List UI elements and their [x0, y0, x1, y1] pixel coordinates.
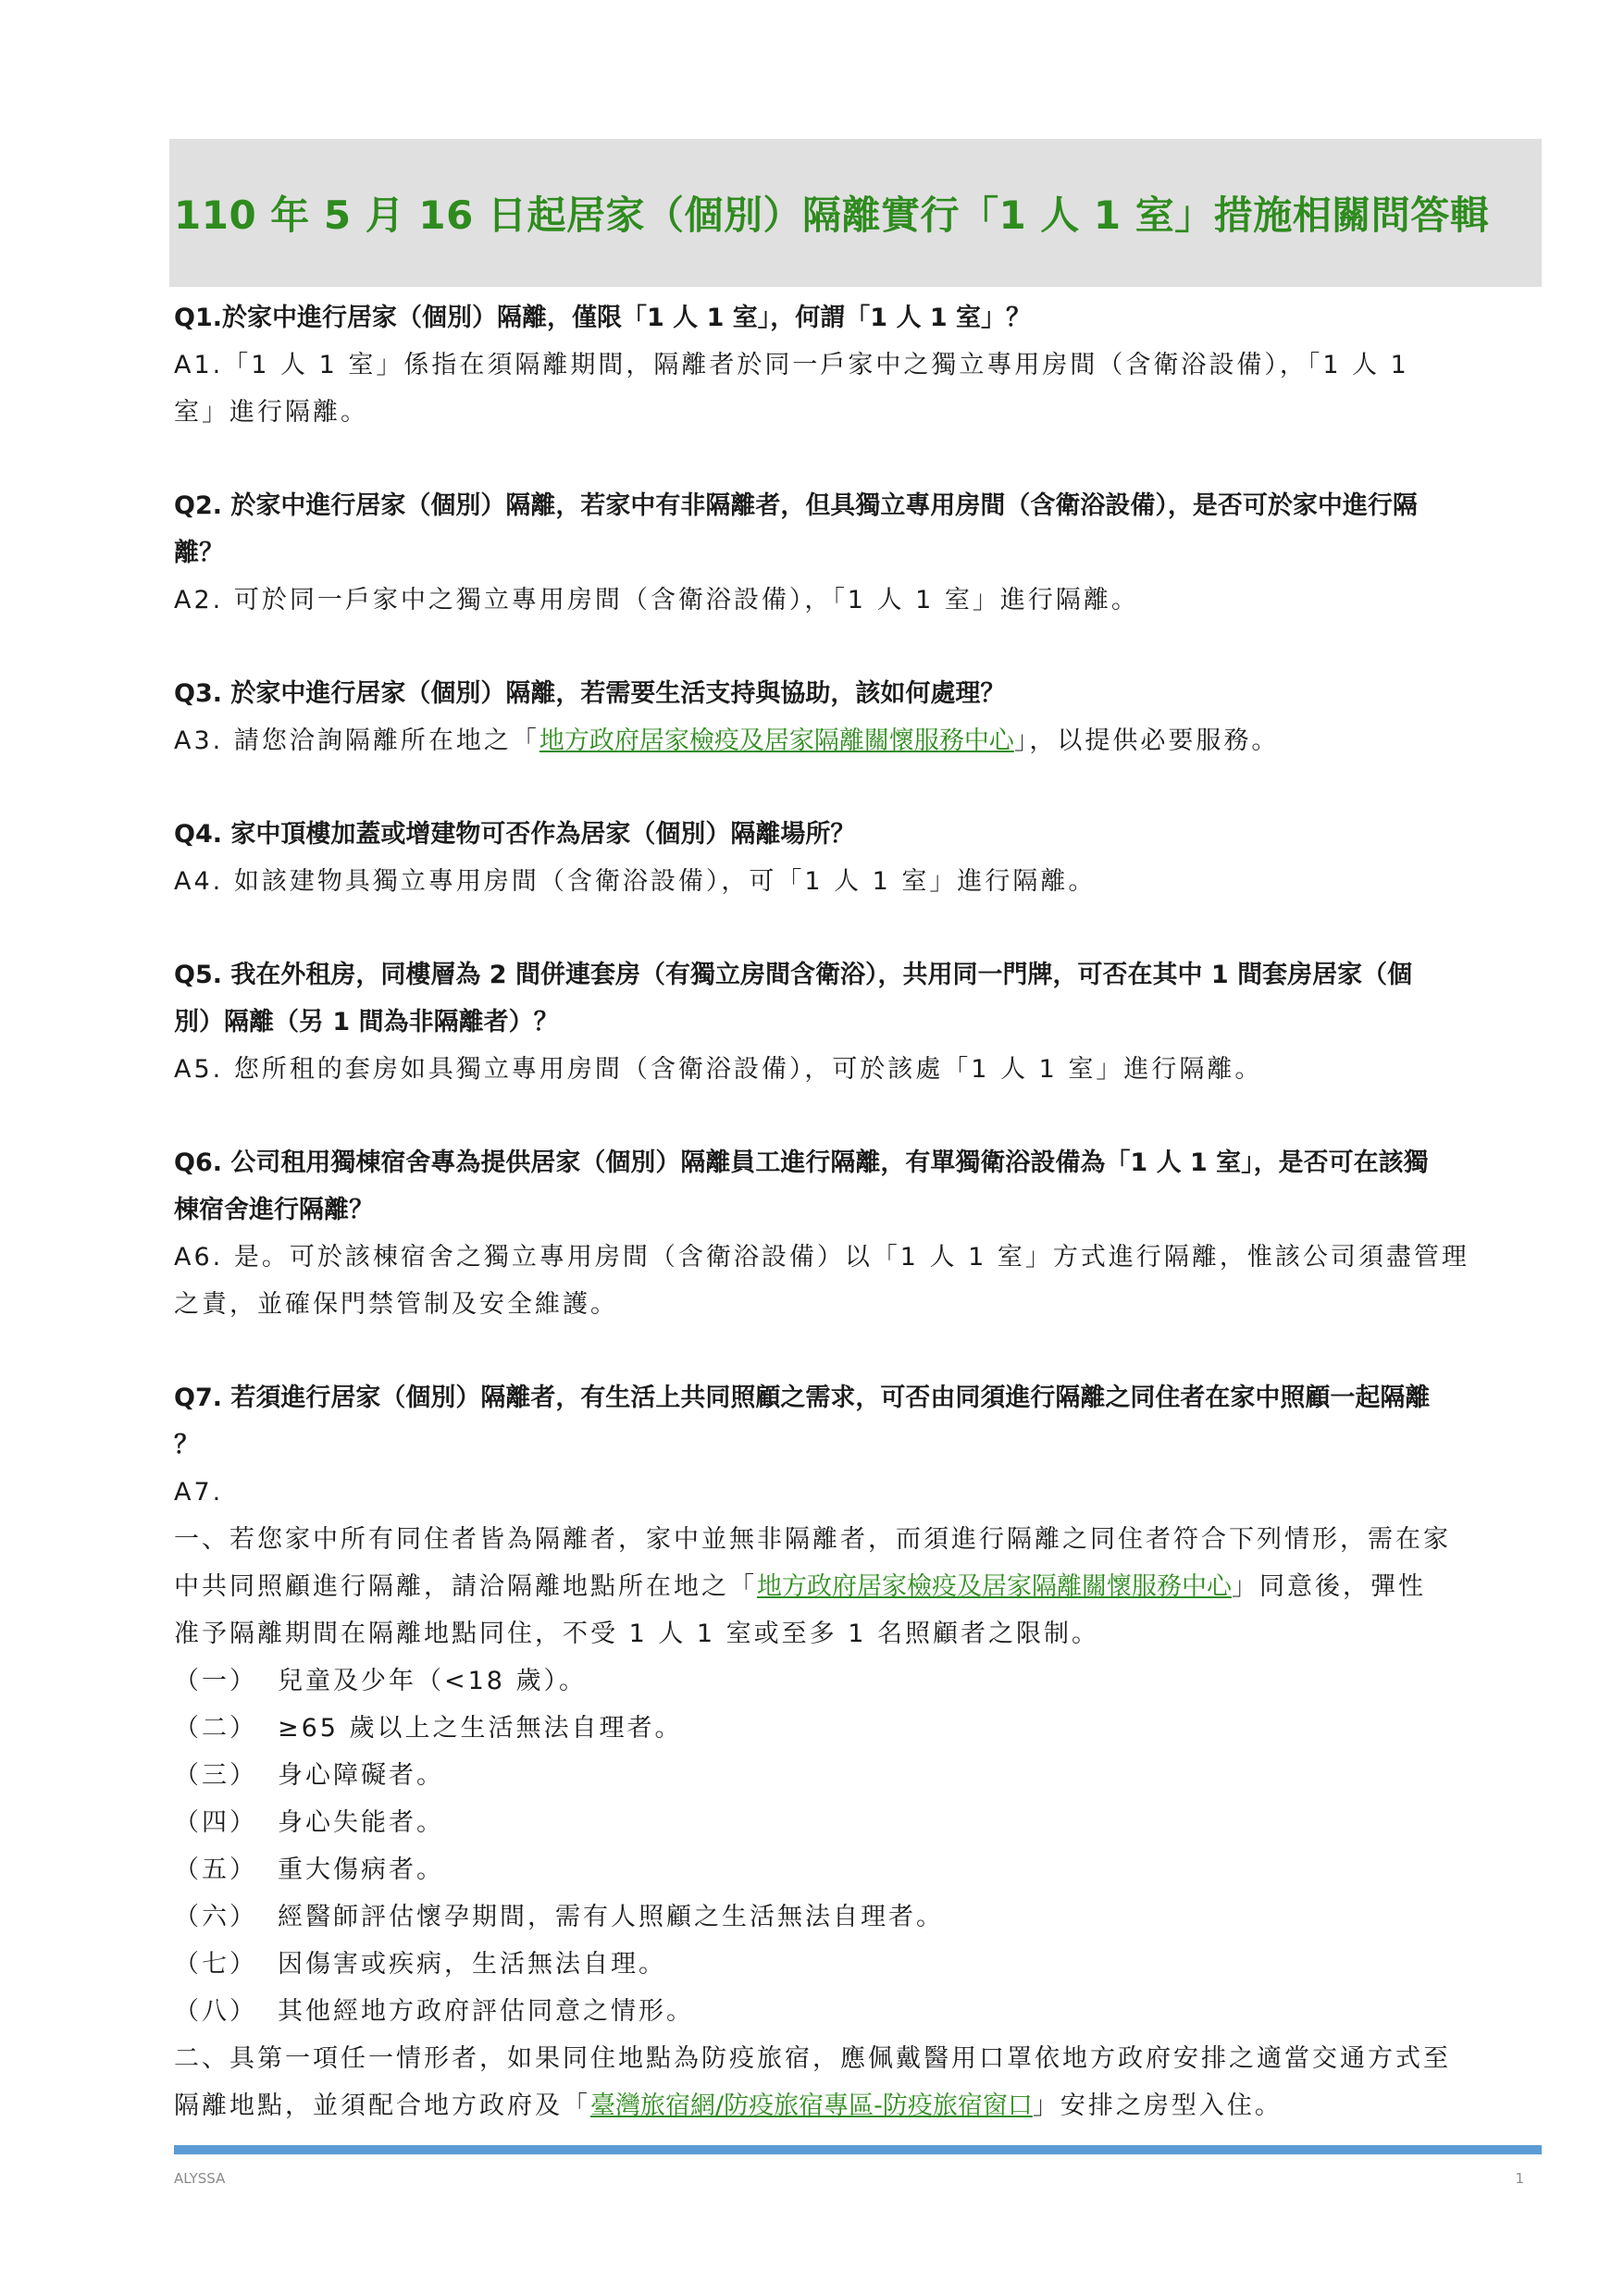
document-body — [174, 294, 1543, 2176]
list-number: （五） — [174, 1855, 257, 1884]
list-number: （三） — [174, 1761, 257, 1790]
list-text: 經醫師評估懷孕期間，需有人照顧之生活無法自理者。 — [278, 1903, 944, 1931]
list-text: 身心失能者。 — [278, 1808, 444, 1837]
list-number: （四） — [174, 1808, 257, 1837]
answer-4: A4. 如該建物具獨立專用房間（含衛浴設備），可「1 人 1 室」進行隔離。 — [174, 867, 1097, 896]
answer-7-p1-post: 」同意後，彈性 — [1232, 1572, 1426, 1601]
answer-7-p2-post: 」安排之房型入住。 — [1032, 2091, 1283, 2120]
list-item — [174, 1988, 1543, 2035]
answer-3-pre: A3. 請您洽詢隔離所在地之「 — [174, 726, 539, 755]
qa-item-7 — [174, 1374, 1543, 2129]
answer-1-line-1: A1.「1 人 1 室」係指在須隔離期間，隔離者於同一戶家中之獨立專用房間（含衛浴設備），「1 人 1 — [174, 351, 1409, 379]
qa-item-2 — [174, 482, 1543, 624]
answer-7-p1-line-3: 准予隔離期間在隔離地點同住，不受 1 人 1 室或至多 1 名照顧者之限制。 — [174, 1620, 1100, 1648]
question-6-line-1: Q6. 公司租用獨棟宿舍專為提供居家（個別）隔離員工進行隔離，有單獨衛浴設備為「1 人 1 室」，是否可在該獨 — [174, 1148, 1429, 1177]
list-number: （二） — [174, 1714, 257, 1743]
list-item — [174, 1657, 1543, 1705]
answer-2: A2. 可於同一戶家中之獨立專用房間（含衛浴設備），「1 人 1 室」進行隔離。 — [174, 586, 1139, 614]
qa-item-1 — [174, 294, 1543, 436]
list-item — [174, 1705, 1543, 1752]
answer-5: A5. 您所租的套房如具獨立專用房間（含衛浴設備），可於該處「1 人 1 室」進行隔離。 — [174, 1055, 1263, 1084]
list-item — [174, 1799, 1543, 1846]
list-item — [174, 1846, 1543, 1893]
list-text: 重大傷病者。 — [278, 1855, 444, 1884]
quarantine-hotel-link[interactable]: 臺灣旅宿網/防疫旅宿專區-防疫旅宿窗口 — [590, 2091, 1033, 2120]
page-number: 1 — [1515, 2170, 1524, 2187]
answer-7-p2-pre: 隔離地點，並須配合地方政府及「 — [174, 2091, 590, 2120]
answer-1-line-2: 室」進行隔離。 — [174, 398, 368, 427]
list-item — [174, 1752, 1543, 1799]
list-item — [174, 1941, 1543, 1988]
qa-item-3 — [174, 670, 1543, 764]
care-center-link-2[interactable]: 地方政府居家檢疫及居家隔離關懷服務中心 — [757, 1572, 1232, 1601]
answer-7-p2-line-1: 二、具第一項任一情形者，如果同住地點為防疫旅宿，應佩戴醫用口罩依地方政府安排之適當交通方式至 — [174, 2044, 1451, 2073]
list-text: 因傷害或疾病，生活無法自理。 — [278, 1950, 666, 1979]
answer-6-line-2: 之責，並確保門禁管制及安全維護。 — [174, 1290, 618, 1319]
answer-7-p1-line-1: 一、若您家中所有同住者皆為隔離者，家中並無非隔離者，而須進行隔離之同住者符合下列情形，需在家 — [174, 1525, 1451, 1554]
question-2-line-1: Q2. 於家中進行居家（個別）隔離，若家中有非隔離者，但具獨立專用房間（含衛浴設備），是否可於家中進行隔 — [174, 491, 1418, 520]
qa-item-4 — [174, 811, 1543, 905]
question-3: Q3. 於家中進行居家（個別）隔離，若需要生活支持與協助，該如何處理？ — [174, 679, 1006, 708]
question-7-line-2: ？ — [174, 1431, 199, 1459]
question-5-line-2: 別）隔離（另 1 間為非隔離者）？ — [174, 1008, 559, 1036]
list-item — [174, 1893, 1543, 1941]
question-6-line-2: 棟宿舍進行隔離？ — [174, 1196, 374, 1224]
answer-3 — [174, 717, 1543, 764]
list-text: 其他經地方政府評估同意之情形。 — [278, 1997, 694, 2026]
question-1: Q1.於家中進行居家（個別）隔離，僅限「1 人 1 室」，何謂「1 人 1 室」？ — [174, 304, 1032, 332]
answer-7-p1-pre: 中共同照顧進行隔離，請洽隔離地點所在地之「 — [174, 1572, 757, 1601]
question-2-line-2: 離？ — [174, 539, 224, 567]
answer-3-post: 」，以提供必要服務。 — [1013, 726, 1280, 755]
footer-divider — [174, 2145, 1542, 2154]
question-5-line-1: Q5. 我在外租房，同樓層為 2 間併連套房（有獨立房間含衛浴），共用同一門牌，可否在其中 1 間套房居家（個 — [174, 961, 1413, 989]
footer-author: ALYSSA — [174, 2170, 226, 2187]
answer-7-p2-line-2 — [174, 2082, 1543, 2129]
answer-6-line-1: A6. 是。可於該棟宿舍之獨立專用房間（含衛浴設備）以「1 人 1 室」方式進行隔離，惟該公司須盡管理 — [174, 1243, 1469, 1272]
question-4: Q4. 家中頂樓加蓋或增建物可否作為居家（個別）隔離場所？ — [174, 820, 856, 849]
list-number: （七） — [174, 1950, 257, 1979]
qa-item-6 — [174, 1139, 1543, 1328]
question-7-line-1: Q7. 若須進行居家（個別）隔離者，有生活上共同照顧之需求，可否由同須進行隔離之同住者在家中照顧一起隔離 — [174, 1384, 1431, 1412]
page-title: 110 年 5 月 16 日起居家（個別）隔離實行「1 人 1 室」措施相關問答輯 — [174, 192, 1490, 238]
qa-item-5 — [174, 951, 1543, 1093]
list-number: （一） — [174, 1667, 257, 1695]
list-number: （八） — [174, 1997, 257, 2026]
answer-7-p1-line-2 — [174, 1563, 1543, 1610]
care-center-link[interactable]: 地方政府居家檢疫及居家隔離關懷服務中心 — [539, 726, 1014, 755]
list-text: 兒童及少年（<18 歲）。 — [278, 1667, 588, 1695]
list-text: ≥65 歲以上之生活無法自理者。 — [278, 1714, 683, 1743]
list-text: 身心障礙者。 — [278, 1761, 444, 1790]
answer-7-head: A7. — [174, 1478, 224, 1507]
list-number: （六） — [174, 1903, 257, 1931]
